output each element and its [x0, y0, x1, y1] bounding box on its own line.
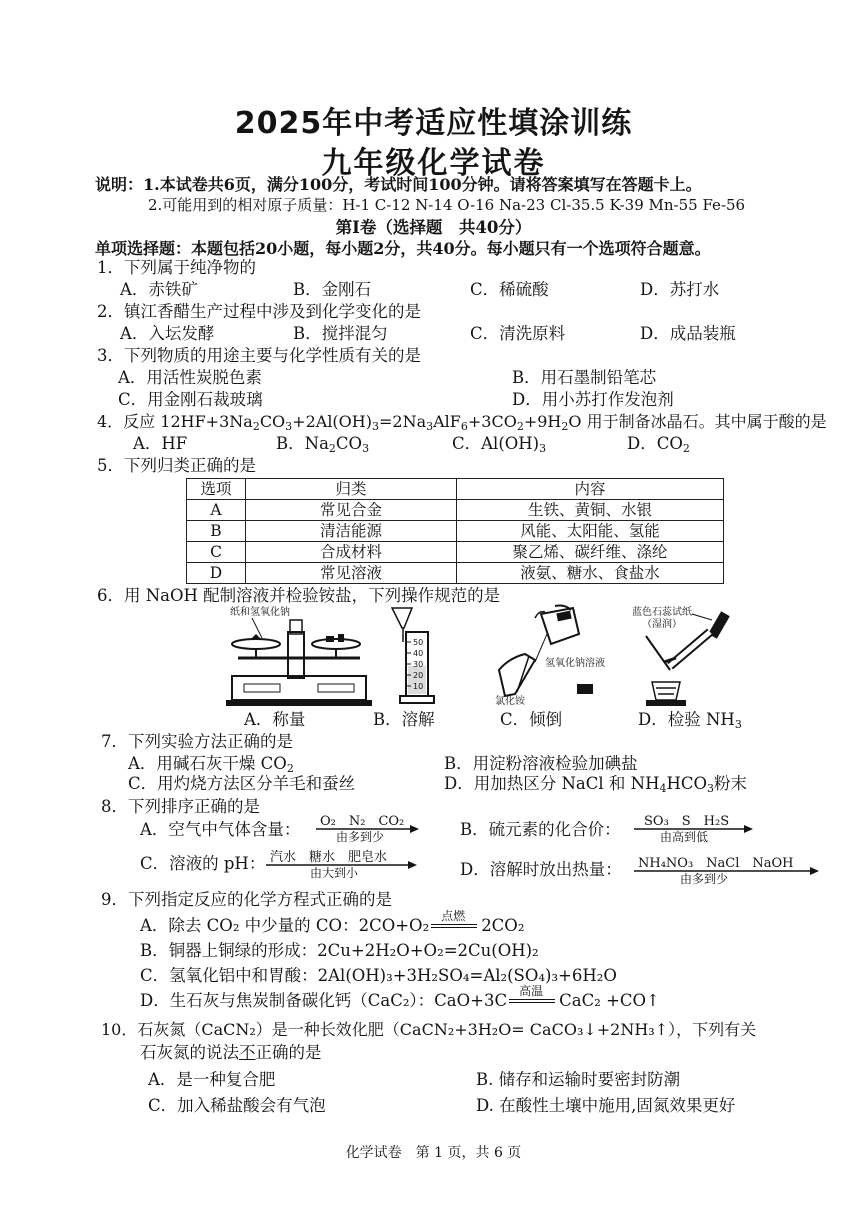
reaction-condition: 点燃	[441, 909, 466, 923]
table-row	[187, 500, 724, 521]
option-a: A．除去 CO₂ 中少量的 CO：2CO+O₂ 点燃 2CO₂	[140, 916, 524, 936]
ammonia-test-illustration	[632, 604, 742, 708]
option-b: B．铜器上铜绿的形成：2Cu+2H₂O+O₂=2Cu(OH)₂	[140, 941, 539, 960]
paper-naoh-label: 纸和氢氧化钠	[230, 607, 290, 618]
question-stem: 2．镇江香醋生产过程中涉及到化学变化的是	[97, 302, 421, 321]
page-footer: 化学试卷 第 1 页，共 6 页	[345, 1145, 522, 1161]
option-b: B．溶解	[373, 710, 435, 729]
option-a: A．用活性炭脱色素	[118, 368, 262, 387]
option-b: B．金刚石	[293, 280, 372, 299]
question-stem-continued: 石灰氮的说法不正确的是	[140, 1043, 322, 1062]
option-d-order: 由多到少	[680, 872, 729, 886]
table-cell: D	[187, 563, 246, 584]
table-cell: 合成材料	[246, 542, 457, 563]
table-row	[187, 542, 724, 563]
table-cell: 清洁能源	[246, 521, 457, 542]
table-cell: 生铁、黄铜、水银	[457, 500, 724, 521]
option-a-sequence: O₂ N₂ CO₂	[320, 814, 405, 829]
moist-label: （湿润）	[642, 619, 682, 630]
cylinder-tick-label: 20	[413, 671, 424, 680]
option-d: D．检验 $NH_3$	[638, 710, 742, 731]
exam-title: 2025年中考适应性填涂训练	[234, 106, 633, 141]
table-cell: 常见合金	[246, 500, 457, 521]
option-b: B．用淀粉溶液检验加碘盐	[444, 754, 638, 773]
cylinder-tick-label: 10	[413, 682, 424, 691]
option-d: D．苏打水	[640, 280, 720, 299]
option-b: B．搅拌混匀	[293, 324, 388, 343]
cylinder-tick-label: 30	[413, 660, 424, 669]
reaction-condition: 高温	[519, 984, 544, 998]
naoh-solution-label: 氢氧化钠溶液	[545, 658, 605, 669]
option-c: C．$Al(OH)_3$	[452, 434, 547, 455]
option-c: C．溶液的 pH：	[140, 854, 266, 873]
table-cell: 风能、太阳能、氢能	[457, 521, 724, 542]
table-cell: C	[187, 542, 246, 563]
option-d: D．$CO_2$	[627, 434, 690, 455]
option-b: B．硫元素的化合价：	[460, 820, 621, 839]
option-b: B．$Na_2CO_3$	[276, 434, 370, 455]
header-cell: 归类	[246, 479, 457, 500]
option-a: A．HF	[133, 434, 188, 453]
option-c-order: 由大到小	[310, 866, 359, 880]
option-d-sequence: NH₄NO₃ NaCl NaOH	[638, 856, 794, 871]
table-row	[187, 521, 724, 542]
section-instructions: 单项选择题：本题包括20小题，每小题2分，共40分。每小题只有一个选项符合题意。	[95, 239, 711, 258]
question-stem: 10．石灰氮（CaCN₂）是一种长效化肥（CaCN₂+3H₂O= CaCO₃↓+2NH₃↑），下列有关	[101, 1020, 757, 1039]
pouring-illustration	[495, 604, 625, 708]
cylinder-tick-label: 40	[413, 649, 424, 658]
option-c: C．加入稀盐酸会有气泡	[148, 1096, 326, 1115]
question-stem: 3．下列物质的用途主要与化学性质有关的是	[97, 346, 421, 365]
option-c: C．用金刚石裁玻璃	[118, 390, 263, 409]
question-stem: 8．下列排序正确的是	[101, 797, 260, 816]
option-b: B．用石墨制铅笔芯	[512, 368, 657, 387]
option-a: A．是一种复合肥	[148, 1070, 276, 1089]
question-stem: 9．下列指定反应的化学方程式正确的是	[101, 890, 392, 909]
classification-table	[186, 478, 724, 584]
ammonium-chloride-label: 氯化铵	[495, 696, 525, 707]
question-stem: 1．下列属于纯净物的	[97, 258, 256, 277]
balance-scale-illustration	[224, 604, 374, 708]
option-c: C．氢氧化铝中和胃酸：2Al(OH)₃+3H₂SO₄=Al₂(SO₄)₃+6H₂O	[140, 966, 617, 985]
section-heading: 第Ⅰ卷（选择题 共40分）	[335, 218, 532, 237]
option-c: C．倾倒	[500, 710, 563, 729]
option-a-order: 由多到少	[336, 830, 385, 844]
table-cell: 聚乙烯、碳纤维、涤纶	[457, 542, 724, 563]
emphasis-not: 不	[239, 1043, 256, 1062]
option-a: A．称量	[244, 710, 306, 729]
question-stem: 4．反应 $12HF+3Na_2CO_3+2Al(OH)_3=2Na_3AlF_6+3CO_2+9H_2O$ 用于制备冰晶石。其中属于酸的是	[97, 412, 827, 433]
question-stem: 6．用 NaOH 配制溶液并检验铵盐，下列操作规范的是	[97, 586, 501, 605]
option-d: D．用加热区分 NaCl 和 $NH_4HCO_3$粉末	[444, 774, 748, 795]
table-row	[187, 563, 724, 584]
option-b: B. 储存和运输时要密封防潮	[476, 1070, 681, 1089]
option-b-sequence: SO₃ S H₂S	[644, 814, 730, 829]
header-cell: 内容	[457, 479, 724, 500]
option-d: D．生石灰与焦炭制备碳化钙（CaC₂）：CaO+3C 高温 CaC₂ +CO↑	[140, 991, 660, 1011]
cylinder-tick-label: 50	[413, 638, 424, 647]
option-a: A．入坛发酵	[120, 324, 215, 343]
option-a: A．赤铁矿	[120, 280, 198, 299]
option-b-order: 由高到低	[660, 830, 709, 844]
note-line-2: 2.可能用到的相对原子质量：H-1 C-12 N-14 O-16 Na-23 Cl-35.5 K-39 Mn-55 Fe-56	[148, 196, 746, 214]
option-c: C．清洗原料	[470, 324, 566, 343]
option-d: D. 在酸性土壤中施用,固氮效果更好	[476, 1096, 736, 1115]
measuring-cylinder-illustration	[390, 606, 440, 706]
table-cell: 常见溶液	[246, 563, 457, 584]
option-c: C．稀硫酸	[470, 280, 549, 299]
table-cell: B	[187, 521, 246, 542]
option-a: A．用碱石灰干燥 $CO_2$	[128, 754, 294, 775]
exam-subtitle: 九年级化学试卷	[321, 146, 546, 181]
option-a: A．空气中气体含量：	[140, 820, 301, 839]
table-cell: 液氨、糖水、食盐水	[457, 563, 724, 584]
table-header-row	[187, 479, 724, 500]
option-c: C．用灼烧方法区分羊毛和蚕丝	[128, 774, 356, 793]
option-d: D．用小苏打作发泡剂	[512, 390, 674, 409]
header-cell: 选项	[187, 479, 246, 500]
question-stem: 5．下列归类正确的是	[97, 456, 256, 475]
note-line-1: 说明：1.本试卷共6页，满分100分，考试时间100分钟。请将答案填写在答题卡上。	[95, 175, 702, 194]
table-cell: A	[187, 500, 246, 521]
option-d: D．溶解时放出热量：	[460, 860, 622, 879]
litmus-paper-label: 蓝色石蕊试纸	[632, 607, 692, 618]
question-stem: 7．下列实验方法正确的是	[101, 732, 293, 751]
option-c-sequence: 汽水 糖水 肥皂水	[270, 850, 388, 865]
option-d: D．成品装瓶	[640, 324, 736, 343]
